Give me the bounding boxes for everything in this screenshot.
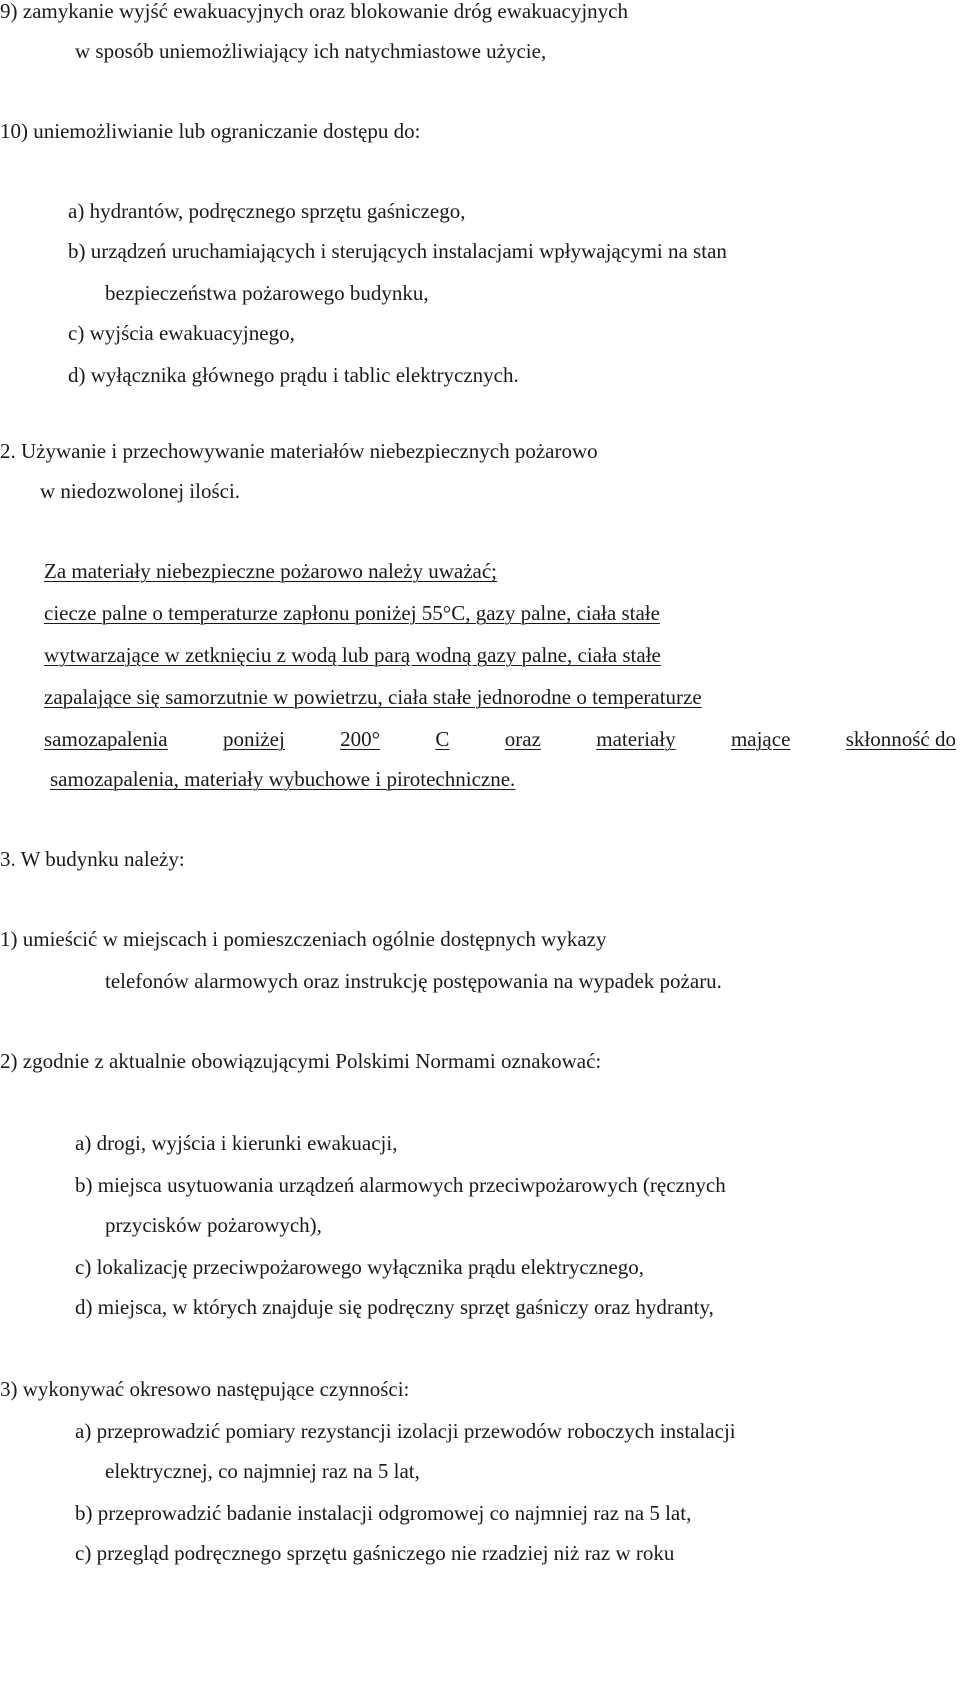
- item-10-heading: 10) uniemożliwianie lub ograniczanie dostępu do:: [0, 119, 421, 143]
- item-10-a: a) hydrantów, podręcznego sprzętu gaśniczego,: [68, 199, 466, 223]
- item-10-d: d) wyłącznika głównego prądu i tablic elektrycznych.: [68, 363, 519, 387]
- section-2-title-line-2: w niedozwolonej ilości.: [40, 479, 241, 503]
- item-3-3-a-line-1: a) przeprowadzić pomiary rezystancji izolacji przewodów roboczych instalacji: [75, 1419, 736, 1443]
- word: 200°: [340, 727, 381, 751]
- item-3-1-line-1: 1) umieścić w miejscach i pomieszczeniach ogólnie dostępnych wykazy: [0, 927, 607, 951]
- item-3-3-heading: 3) wykonywać okresowo następujące czynności:: [0, 1377, 410, 1401]
- item-3-3-a-line-2: elektrycznej, co najmniej raz na 5 lat,: [105, 1459, 420, 1483]
- item-3-2-c: c) lokalizację przeciwpożarowego wyłącznika prądu elektrycznego,: [75, 1255, 645, 1279]
- item-3-2-b-line-2: przycisków pożarowych),: [105, 1213, 322, 1237]
- hazard-paragraph-line-6: samozapalenia, materiały wybuchowe i pirotechniczne.: [50, 767, 516, 791]
- hazard-paragraph-line-5: [44, 726, 956, 752]
- item-3-2-a: a) drogi, wyjścia i kierunki ewakuacji,: [75, 1131, 398, 1155]
- word: materiały: [596, 727, 676, 751]
- item-10-b-line-2: bezpieczeństwa pożarowego budynku,: [105, 281, 429, 305]
- item-3-1-line-2: telefonów alarmowych oraz instrukcję postępowania na wypadek pożaru.: [105, 969, 722, 993]
- item-10-c: c) wyjścia ewakuacyjnego,: [68, 321, 295, 345]
- hazard-paragraph-line-1: Za materiały niebezpieczne pożarowo należy uważać;: [44, 559, 497, 583]
- hazard-paragraph-line-4: zapalające się samorzutnie w powietrzu, ciała stałe jednorodne o temperaturze: [44, 685, 702, 709]
- section-2-title-line-1: 2. Używanie i przechowywanie materiałów niebezpiecznych pożarowo: [0, 439, 598, 463]
- item-3-3-b: b) przeprowadzić badanie instalacji odgromowej co najmniej raz na 5 lat,: [75, 1501, 692, 1525]
- word: skłonność do: [845, 727, 956, 751]
- item-10-b-line-1: b) urządzeń uruchamiających i sterujących instalacjami wpływającymi na stan: [68, 239, 727, 263]
- item-3-3-c: c) przegląd podręcznego sprzętu gaśniczego nie rzadziej niż raz w roku: [75, 1541, 675, 1565]
- word: C: [435, 727, 450, 751]
- word: mające: [730, 727, 791, 751]
- item-9-line-1: 9) zamykanie wyjść ewakuacyjnych oraz blokowanie dróg ewakuacyjnych: [0, 0, 629, 23]
- item-3-2-b-line-1: b) miejsca usytuowania urządzeń alarmowych przeciwpożarowych (ręcznych: [75, 1173, 726, 1197]
- word: oraz: [504, 727, 541, 751]
- hazard-paragraph-line-3: wytwarzające w zetknięciu z wodą lub parą wodną gazy palne, ciała stałe: [44, 643, 661, 667]
- section-3-title: 3. W budynku należy:: [0, 847, 185, 871]
- word: samozapalenia: [44, 727, 168, 751]
- item-3-2-d: d) miejsca, w których znajduje się podręczny sprzęt gaśniczy oraz hydranty,: [75, 1295, 714, 1319]
- item-3-2-heading: 2) zgodnie z aktualnie obowiązującymi Polskimi Normami oznakować:: [0, 1049, 602, 1073]
- hazard-paragraph-line-2: ciecze palne o temperaturze zapłonu poniżej 55°C, gazy palne, ciała stałe: [44, 601, 660, 625]
- word: poniżej: [222, 727, 285, 751]
- item-9-line-2: w sposób uniemożliwiający ich natychmiastowe użycie,: [75, 39, 547, 63]
